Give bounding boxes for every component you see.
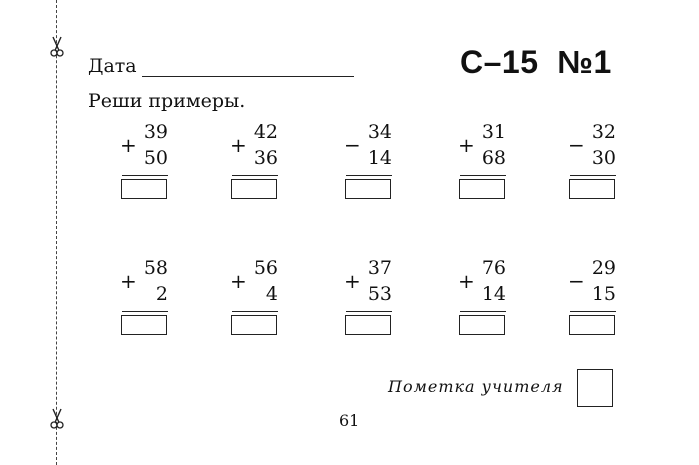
operand-top: 76 [481,257,506,279]
operator: + [458,269,475,293]
operand-top: 31 [481,121,506,143]
operand-bottom: 68 [481,147,506,169]
problem-6 [120,259,180,359]
exercise-code: С–15 №1 [460,44,612,80]
cut-line [56,0,57,465]
sum-line [346,311,392,312]
operand-top: 56 [253,257,278,279]
operand-bottom: 15 [591,283,616,305]
page-number: 61 [339,411,360,430]
problem-1 [120,123,180,223]
operator: − [568,269,585,293]
sum-line [460,311,506,312]
answer-box[interactable] [121,179,167,199]
answer-box[interactable] [231,179,277,199]
operator: + [458,133,475,157]
answer-box[interactable] [459,315,505,335]
operand-top: 32 [591,121,616,143]
operator: + [120,269,137,293]
date-field[interactable] [142,76,354,77]
instruction-text: Реши примеры. [88,90,246,112]
operand-top: 37 [367,257,392,279]
sum-line [460,175,506,176]
scissors-icon [50,36,64,58]
operator: + [230,133,247,157]
scissors-icon [50,408,64,430]
operand-bottom: 14 [367,147,392,169]
operand-bottom: 30 [591,147,616,169]
answer-box[interactable] [459,179,505,199]
problem-10 [568,259,628,359]
operator: + [230,269,247,293]
sum-line [570,311,616,312]
operator: + [344,269,361,293]
problem-2 [230,123,290,223]
operator: + [120,133,137,157]
operand-bottom: 4 [265,283,278,305]
operand-bottom: 14 [481,283,506,305]
sum-line [570,175,616,176]
operand-top: 39 [143,121,168,143]
problem-9 [458,259,518,359]
problem-3 [344,123,404,223]
teacher-note-label: Пометка учителя [388,377,564,396]
answer-box[interactable] [569,179,615,199]
problem-4 [458,123,518,223]
sum-line [122,175,168,176]
teacher-note-box[interactable] [577,369,613,407]
operator: − [568,133,585,157]
sum-line [346,175,392,176]
sum-line [122,311,168,312]
problem-8 [344,259,404,359]
answer-box[interactable] [569,315,615,335]
answer-box[interactable] [345,315,391,335]
operand-top: 34 [367,121,392,143]
answer-box[interactable] [231,315,277,335]
problem-7 [230,259,290,359]
sum-line [232,311,278,312]
operand-top: 29 [591,257,616,279]
problem-5 [568,123,628,223]
date-label: Дата [88,55,137,77]
operand-bottom: 53 [367,283,392,305]
operand-bottom: 36 [253,147,278,169]
operator: − [344,133,361,157]
operand-top: 42 [253,121,278,143]
sum-line [232,175,278,176]
operand-bottom: 50 [143,147,168,169]
operand-top: 58 [143,257,168,279]
answer-box[interactable] [345,179,391,199]
answer-box[interactable] [121,315,167,335]
operand-bottom: 2 [155,283,168,305]
